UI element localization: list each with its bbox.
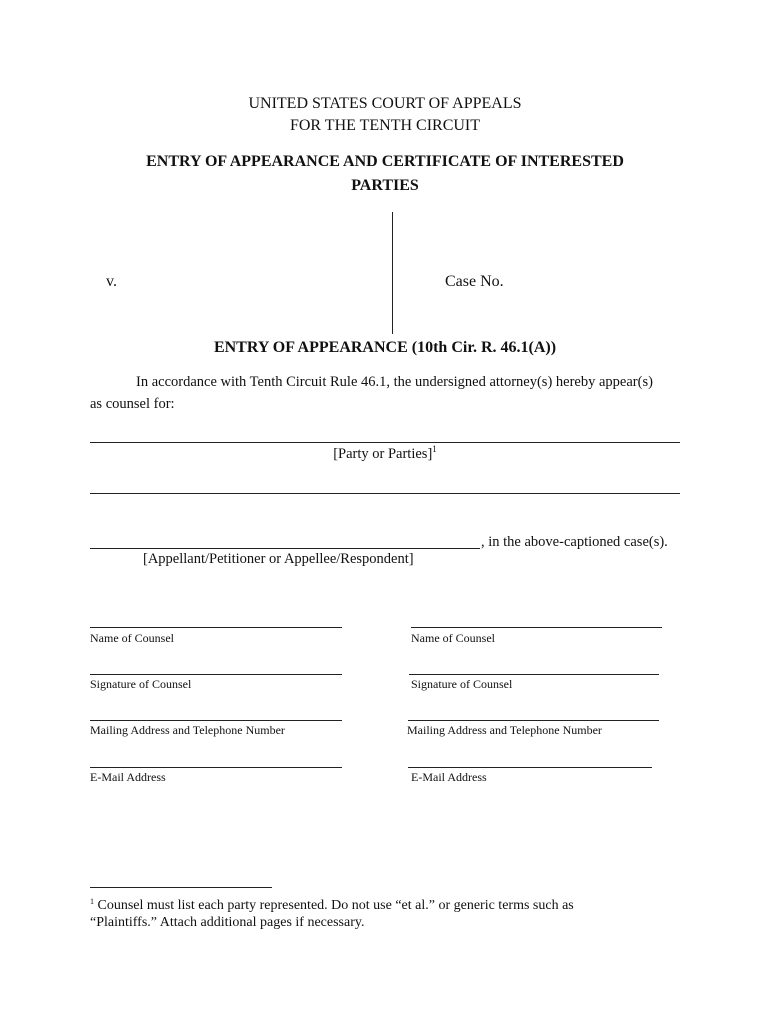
- role-label: [Appellant/Petitioner or Appellee/Respondent]: [143, 551, 414, 567]
- footnote-marker: 1: [90, 897, 94, 906]
- case-number-label: Case No.: [445, 273, 504, 290]
- right-signature-label: Signature of Counsel: [411, 677, 513, 691]
- section-heading: ENTRY OF APPEARANCE (10th Cir. R. 46.1(A)): [213, 339, 557, 356]
- intro-line2: as counsel for:: [90, 396, 175, 412]
- left-email-label: E-Mail Address: [90, 770, 166, 784]
- right-name-line[interactable]: [411, 627, 662, 628]
- document-title-line2: PARTIES: [351, 177, 419, 194]
- party-line[interactable]: [90, 442, 680, 443]
- intro-line1: In accordance with Tenth Circuit Rule 46.1, the undersigned attorney(s) hereby appear(s): [136, 374, 653, 390]
- footnote-line2: “Plaintiffs.” Attach additional pages if necessary.: [90, 915, 365, 930]
- left-address-label: Mailing Address and Telephone Number: [90, 723, 285, 737]
- case-suffix: , in the above-captioned case(s).: [481, 534, 668, 550]
- right-signature-line[interactable]: [409, 674, 659, 675]
- party-line-2[interactable]: [90, 493, 680, 494]
- left-address-line[interactable]: [90, 720, 342, 721]
- court-name-line2: FOR THE TENTH CIRCUIT: [289, 117, 481, 134]
- left-signature-line[interactable]: [90, 674, 342, 675]
- right-email-line[interactable]: [408, 767, 652, 768]
- court-name-line1: UNITED STATES COURT OF APPEALS: [248, 95, 522, 112]
- footnote-separator: [90, 887, 272, 888]
- right-name-label: Name of Counsel: [411, 631, 495, 645]
- right-email-label: E-Mail Address: [411, 770, 487, 784]
- versus-label: v.: [106, 273, 117, 290]
- document-title-line1: ENTRY OF APPEARANCE AND CERTIFICATE OF INTERESTED: [146, 153, 624, 170]
- left-name-label: Name of Counsel: [90, 631, 174, 645]
- footnote-line1: $^1$ Counsel must list each party represented. Do not use “et al.” or generic terms such as: [90, 897, 574, 913]
- left-name-line[interactable]: [90, 627, 342, 628]
- left-email-line[interactable]: [90, 767, 342, 768]
- footnote-ref: 1: [432, 444, 437, 454]
- left-signature-label: Signature of Counsel: [90, 677, 192, 691]
- right-address-line[interactable]: [408, 720, 659, 721]
- right-address-label: Mailing Address and Telephone Number: [407, 723, 602, 737]
- party-label: [Party or Parties]$^1$: [333, 444, 437, 462]
- caption-divider: [392, 212, 393, 334]
